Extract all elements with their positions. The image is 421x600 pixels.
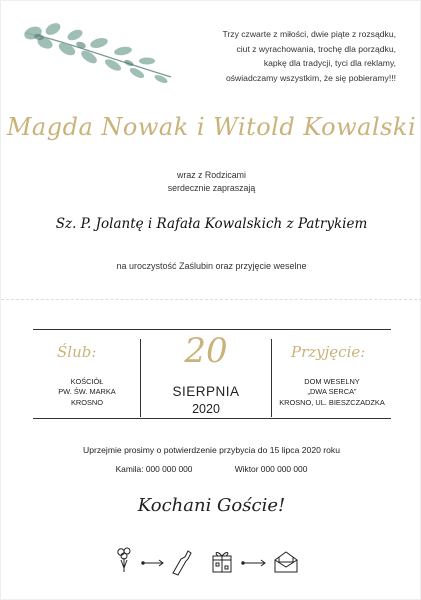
column-divider [271,339,272,417]
eucalyptus-branch-icon [19,15,179,89]
contact-kamila: Kamila: 000 000 000 [115,464,193,474]
poem-line: oświadczamy wszystkim, że się pobieramy!!! [225,72,396,83]
ceremony-title: Ślub: [57,343,97,361]
ceremony-line: KROSNO [70,397,104,407]
date-month: SIERPNIA [172,384,240,399]
poem-line: Trzy czwarte z miłości, dwie piąte z rozsądku, [222,29,396,39]
contacts [1,464,421,474]
gift-icon [213,553,231,572]
contact-wiktor: Wiktor 000 000 000 [234,464,308,474]
divider [1,299,421,300]
flowers-icon [118,548,130,572]
reception-title: Przyjęcie: [291,343,366,361]
reception-line: KROSNO, UL. BIESZCZADZKA [279,397,385,407]
reception-line: „DWA SERCA” [307,387,357,397]
couple-names: Magda Nowak i Witold Kowalski [6,113,417,141]
reception-line: DOM WESELNY [304,377,360,386]
poem-line: kapkę dla tradycji, tyci dla reklamy, [263,58,396,69]
date-year: 2020 [192,402,220,416]
guest-names: Sz. P. Jolantę i Rafała Kowalskich z Patrykiem [55,216,368,232]
invite-intro-line: serdecznie zapraszają [167,183,256,193]
bottle-icon [173,551,191,575]
ceremony-location [35,377,139,408]
ceremony-line: PW. ŚW. MARKA [58,387,116,397]
gift-note-icons [113,546,313,576]
poem [166,27,396,85]
reception-location [273,377,391,408]
invite-intro [1,169,421,195]
arrow-icon [142,560,163,566]
date-day: 20 [184,331,228,371]
occasion-text: na uroczystość Zaślubin oraz przyjęcie weselne [116,261,307,271]
rsvp-text: Uprzejmie prosimy o potwierdzenie przybycia do 15 lipca 2020 roku [83,445,340,455]
envelope-icon [275,552,297,572]
invite-intro-line: wraz z Rodzicami [177,170,246,180]
arrow-icon [242,560,265,566]
dear-guests-heading: Kochani Goście! [137,495,286,516]
ceremony-line: KOŚCIÓŁ [70,377,104,386]
poem-line: ciut z wyrachowania, trochę dla porządku, [236,43,396,54]
